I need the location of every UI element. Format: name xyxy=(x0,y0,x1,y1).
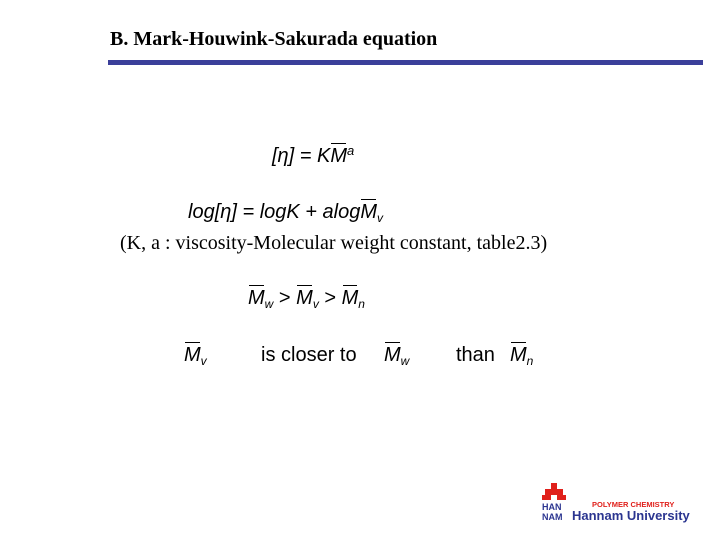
eq1-exponent: a xyxy=(347,143,355,158)
inequality xyxy=(248,287,365,311)
eq2-plus: + xyxy=(299,201,323,223)
logo-mark-top: HAN xyxy=(542,502,562,512)
eq2-M: M xyxy=(360,201,378,223)
equation-mhs xyxy=(272,143,354,168)
slide-title: B. Mark-Houwink-Sakurada equation xyxy=(110,28,438,50)
compare-text-2: than xyxy=(456,344,495,366)
eq2-log: log xyxy=(333,201,361,223)
compare-sub-1: v xyxy=(200,354,207,368)
ineq-Mv: M xyxy=(296,287,313,309)
eq2-lhs: log[η] = log xyxy=(188,201,287,223)
ineq-gt-1: > xyxy=(273,287,297,309)
hannam-university-logo xyxy=(542,483,702,523)
ineq-Mn: M xyxy=(341,287,359,309)
compare-sub-2: w xyxy=(400,354,410,368)
ineq-sub-v: v xyxy=(312,297,319,311)
ineq-sub-n: n xyxy=(358,297,365,311)
compare-Mn xyxy=(510,344,533,368)
logo-mark-icon xyxy=(542,483,566,500)
constants-note: (K, a : viscosity-Molecular weight constant, table2.3) xyxy=(120,232,548,254)
eq2-sub: v xyxy=(377,211,384,225)
logo-mark-bottom: NAM xyxy=(542,512,563,522)
eq1-lhs: [η] = K xyxy=(272,145,331,167)
compare-Mw xyxy=(384,344,409,368)
title-underline xyxy=(108,60,703,65)
ineq-sub-w: w xyxy=(264,297,274,311)
ineq-gt-2: > xyxy=(318,287,342,309)
eq2-K: K xyxy=(286,201,300,223)
compare-M2: M xyxy=(384,344,401,366)
compare-sub-3: n xyxy=(526,354,534,368)
compare-M3: M xyxy=(510,344,527,366)
compare-text-1: is closer to xyxy=(261,344,357,366)
logo-subtitle: POLYMER CHEMISTRY xyxy=(592,500,675,509)
equation-log xyxy=(188,201,383,225)
ineq-Mw: M xyxy=(248,287,265,309)
logo-name: Hannam University xyxy=(572,508,690,523)
compare-M1: M xyxy=(184,344,201,366)
eq1-M: M xyxy=(330,145,348,167)
compare-Mv xyxy=(184,344,207,368)
eq2-a: a xyxy=(322,201,334,223)
